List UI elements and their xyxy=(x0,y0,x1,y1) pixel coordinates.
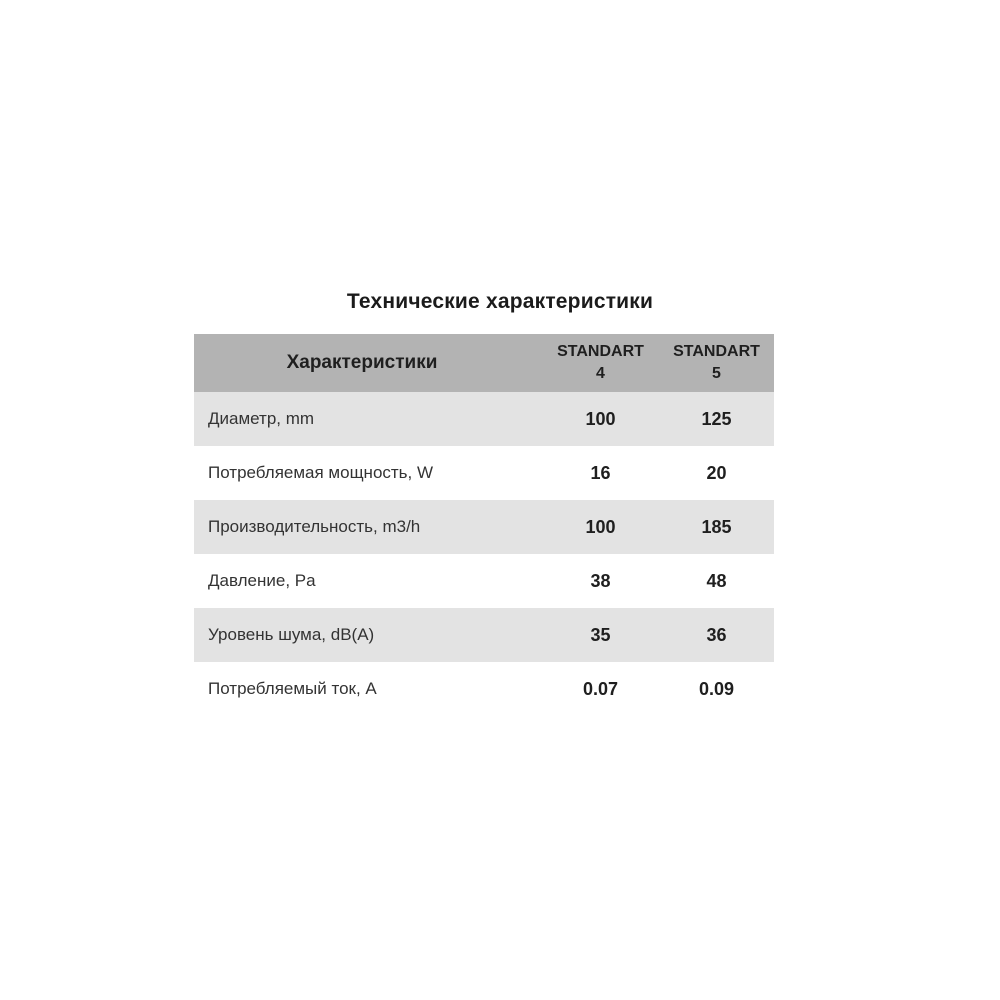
table-row xyxy=(194,554,774,608)
row-label: Потребляемый ток, A xyxy=(208,679,377,698)
row-label: Производительность, m3/h xyxy=(208,517,421,536)
row-value-standart-4: 16 xyxy=(590,462,611,483)
row-value-standart-4: 0.07 xyxy=(582,678,619,699)
header-characteristics: Характеристики xyxy=(286,352,438,373)
header-standart-5 xyxy=(659,334,774,392)
row-value-standart-5: 36 xyxy=(706,624,727,645)
row-label: Уровень шума, dB(A) xyxy=(208,625,375,644)
table-header-row xyxy=(194,334,774,392)
row-value-standart-4: 35 xyxy=(590,624,611,645)
row-value-standart-4: 100 xyxy=(585,408,616,429)
spec-table xyxy=(194,334,774,716)
header-model-name: STANDART xyxy=(673,343,760,360)
header-model-number: 4 xyxy=(596,365,605,382)
header-model-name: STANDART xyxy=(557,343,644,360)
page-title: Технические характеристики xyxy=(346,290,654,313)
row-value-standart-5: 48 xyxy=(706,570,727,591)
row-label: Диаметр, mm xyxy=(208,409,315,428)
row-value-standart-5: 185 xyxy=(701,516,732,537)
row-value-standart-5: 0.09 xyxy=(698,678,735,699)
table-row xyxy=(194,392,774,446)
table-row xyxy=(194,500,774,554)
row-value-standart-5: 20 xyxy=(706,462,727,483)
row-value-standart-5: 125 xyxy=(701,408,732,429)
header-model-number: 5 xyxy=(712,365,721,382)
row-value-standart-4: 38 xyxy=(590,570,611,591)
row-label: Давление, Pa xyxy=(208,571,316,590)
table-row xyxy=(194,662,774,716)
row-label: Потребляемая мощность, W xyxy=(208,463,434,482)
header-standart-4 xyxy=(542,334,659,392)
table-row xyxy=(194,446,774,500)
row-value-standart-4: 100 xyxy=(585,516,616,537)
table-row xyxy=(194,608,774,662)
